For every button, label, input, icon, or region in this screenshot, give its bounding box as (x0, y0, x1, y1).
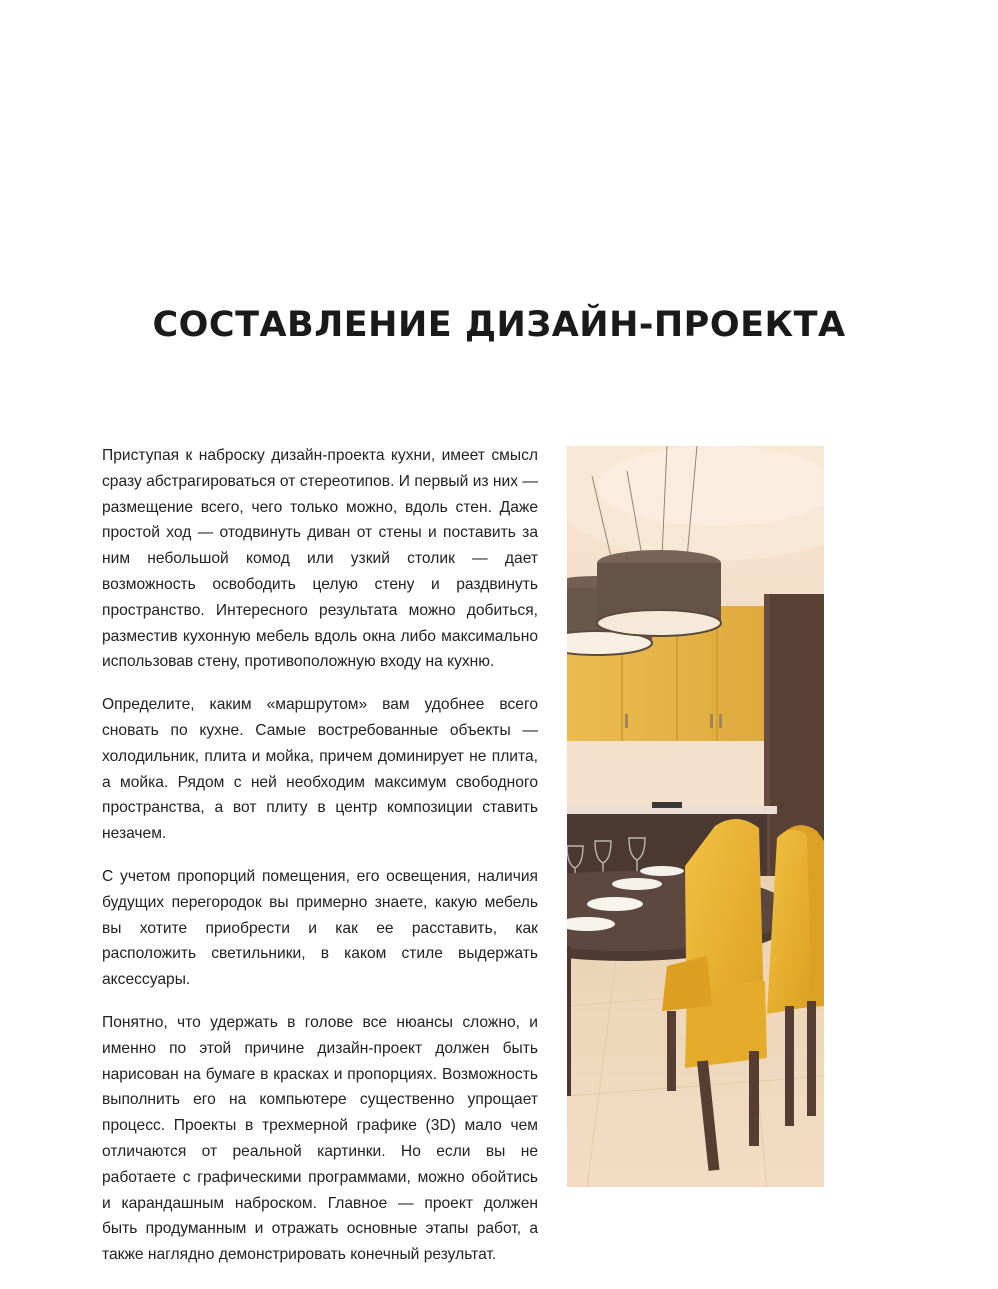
kitchen-photo (567, 446, 824, 1187)
paragraph-1: Приступая к наброску дизайн-проекта кухни, имеет смысл сразу абстрагироваться от стереотипов. И первый из них — размещение всего, чего только можно, вдоль стен. Даже простой ход — отодвинуть диван от стены и поставить за ним небольшой комод или узкий столик — дает возможность освободить целую стену и раздвинуть пространство. Интересного результата можно добиться, разместив кухонную мебель вдоль окна либо максимально использовав стену, противоположную входу на кухню. (102, 447, 538, 671)
paragraph-3: С учетом пропорций помещения, его освещения, наличия будущих перегородок вы примерно знаете, какую мебель вы хотите приобрести и как ее расставить, как расположить светильники, в каком стиле выдержать аксессуары. (102, 867, 538, 989)
photo-light-overlay (567, 446, 824, 1187)
page-title: СОСТАВЛЕНИЕ ДИЗАЙН-ПРОЕКТА (152, 305, 846, 345)
kitchen-illustration (567, 446, 824, 1187)
paragraph-2: Определите, каким «маршрутом» вам удобнее всего сновать по кухне. Самые востребованные объекты — холодильник, плита и мойка, причем доминирует не плита, а мойка. Рядом с ней необходим максимум свободного пространства, а вот плиту в центр композиции ставить незачем. (102, 696, 538, 843)
body-text (102, 443, 538, 1285)
paragraph-4: Понятно, что удержать в голове все нюансы сложно, и именно по этой причине дизайн-проект должен быть нарисован на бумаге в красках и пропорциях. Возможность выполнить его на компьютере существенно упрощает процесс. Проекты в трехмерной графике (3D) мало чем отличаются от реальной картинки. Но если вы не работаете с графическими программами, можно обойтись и карандашным наброском. Главное — проект должен быть продуманным и отражать основные этапы работ, а также наглядно демонстрировать конечный результат. (102, 1013, 538, 1264)
